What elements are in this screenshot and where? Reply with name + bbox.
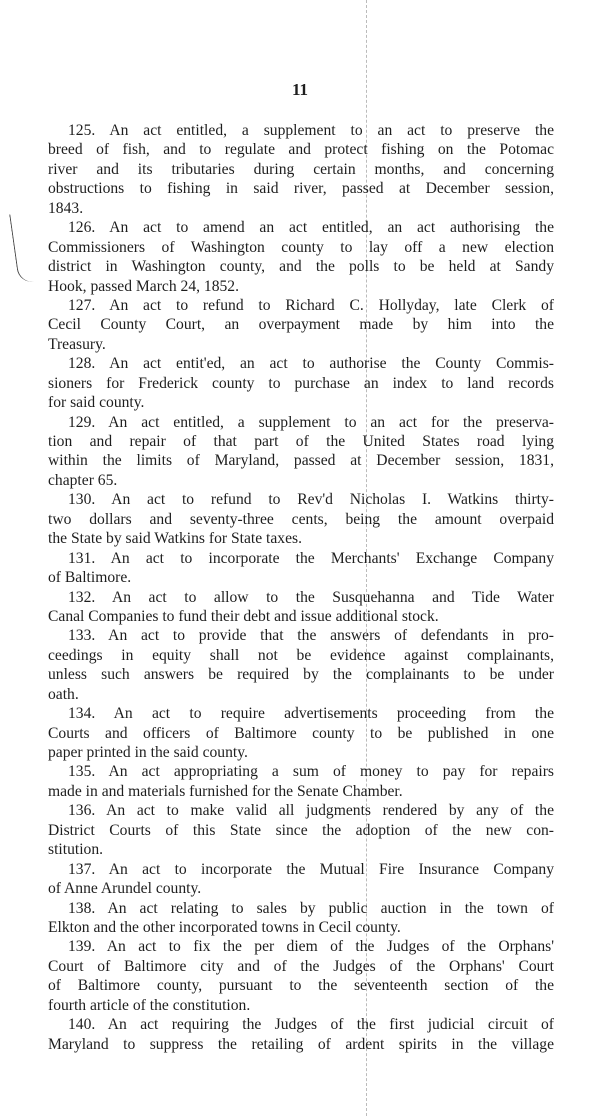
page-number: 11 [291,80,309,99]
text-line: tion and repair of that part of the United States road lying [48,433,554,450]
text-line: chapter 65. [48,471,118,489]
text-line: Court of Baltimore city and of the Judges of the Orphans' Court [48,957,554,975]
text-line: paper printed in the said county. [48,744,248,761]
act-entry [48,801,554,859]
text-line: 135. An act appropriating a sum of money to pay for repairs [68,763,554,781]
text-line: oath. [48,685,79,703]
text-line: fourth article of the constitution. [48,996,251,1014]
text-line: Maryland to suppress the retailing of ardent spirits in the village [48,1035,554,1053]
text-line: Cecil County Court, an overpayment made by him into the [48,316,554,334]
text-line: Hook, passed March 24, 1852. [48,277,239,295]
act-entry [48,218,554,296]
act-entry [48,413,554,491]
text-line: District Courts of this State since the adoption of the new con- [48,821,554,839]
act-entry [48,704,554,762]
text-line: for said county. [48,394,145,412]
text-line: Commissioners of Washington county to lay off a new election [48,238,554,256]
text-line: within the limits of Maryland, passed at December session, 1831, [48,452,554,470]
text-line: 137. An act to incorporate the Mutual Fire Insurance Company [68,860,554,878]
text-line: 139. An act to fix the per diem of the Judges of the Orphans' [68,938,554,956]
text-line: sioners for Frederick county to purchase an index to land records [48,374,554,392]
text-line: 133. An act to provide that the answers of defendants in pro- [68,627,554,645]
document-body [48,121,554,1054]
text-line: 131. An act to incorporate the Merchants' Exchange Company [68,549,554,567]
text-line: 136. An act to make valid all judgments rendered by any of the [68,802,554,820]
act-entry [48,1015,554,1054]
text-line: Elkton and the other incorporated towns in Cecil county. [48,918,401,936]
text-line: 134. An act to require advertisements proceeding from the [68,705,554,723]
act-entry [48,588,554,627]
act-entry [48,121,554,218]
text-line: district in Washington county, and the polls to be held at Sandy [48,258,554,276]
margin-pencil-mark [9,212,34,283]
act-entry [48,899,554,938]
act-entry [48,762,554,801]
text-line: obstructions to fishing in said river, passed at December session, [48,180,554,198]
text-line: 128. An act entit'ed, an act to authorise the County Commis- [68,355,554,373]
text-line: Courts and officers of Baltimore county to be published in one [48,724,554,742]
text-line: 129. An act entitled, a supplement to an act for the preserva- [68,413,554,431]
text-line: 125. An act entitled, a supplement to an act to preserve the [68,122,554,139]
act-entry [48,549,554,588]
act-entry [48,354,554,412]
text-line: 132. An act to allow to the Susquehanna and Tide Water [68,588,554,606]
text-line: stitution. [48,841,104,859]
act-entry [48,626,554,704]
text-line: two dollars and seventy-three cents, being the amount overpaid [48,510,554,528]
act-entry [48,490,554,548]
text-line: breed of fish, and to regulate and protect fishing on the Potomac [48,141,554,159]
text-line: 130. An act to refund to Rev'd Nicholas I. Watkins thirty- [68,491,554,509]
act-entry [48,296,554,354]
text-line: the State by said Watkins for State taxes. [48,530,302,548]
act-entry [48,860,554,899]
text-line: 126. An act to amend an act entitled, an act authorising the [68,219,554,237]
text-line: Canal Companies to fund their debt and issue additional stock. [48,607,439,625]
act-entry [48,937,554,1015]
text-line: of Baltimore county, pursuant to the seventeenth section of the [48,977,554,995]
text-line: river and its tributaries during certain months, and concerning [48,160,554,178]
text-line: 138. An act relating to sales by public auction in the town of [68,899,554,917]
text-line: unless such answers be required by the complainants to be under [48,666,554,684]
text-line: made in and materials furnished for the Senate Chamber. [48,782,403,800]
text-line: 140. An act requiring the Judges of the first judicial circuit of [68,1016,554,1034]
text-line: 1843. [48,199,84,217]
text-line: ceedings in equity shall not be evidence against complainants, [48,646,554,664]
text-line: of Anne Arundel county. [48,880,202,898]
text-line: Treasury. [48,335,106,353]
text-line: of Baltimore. [48,569,132,587]
text-line: 127. An act to refund to Richard C. Hollyday, late Clerk of [68,296,554,314]
